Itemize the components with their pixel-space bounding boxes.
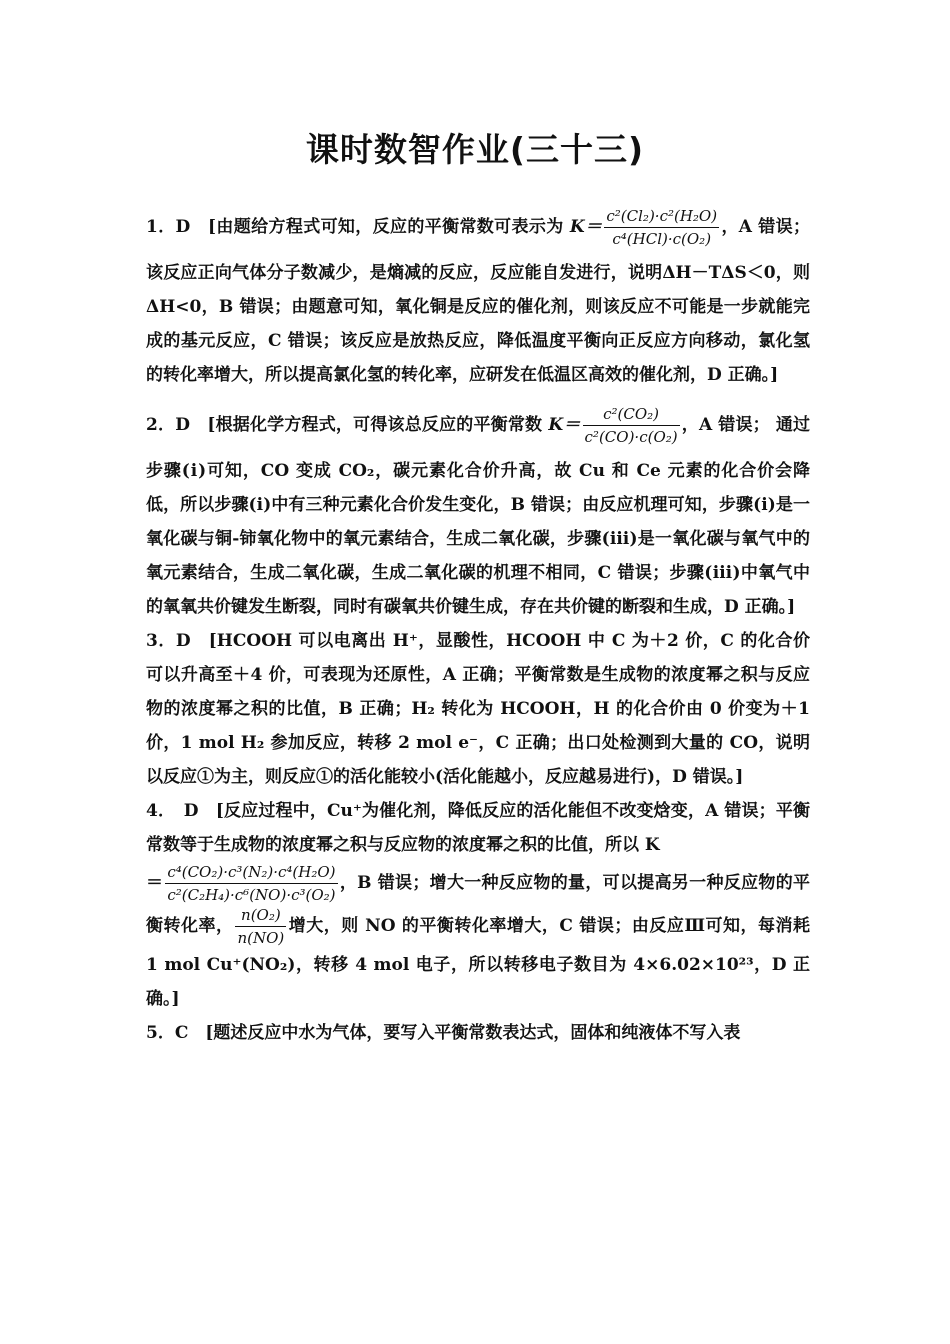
answer-list bbox=[146, 198, 810, 1050]
answer-2-k: K＝ bbox=[548, 415, 581, 435]
answer-2-head: 2．D [根据化学方程式，可得该总反应的平衡常数 bbox=[146, 415, 549, 435]
answer-4-fraction-ratio-denominator: n(NO) bbox=[237, 929, 285, 947]
answer-2-fraction bbox=[583, 404, 680, 447]
answer-4-mid: ，B 错误；增大一种反应物的量，可以提高另一种反应物的平衡转化率， bbox=[146, 873, 810, 936]
answer-2-fraction-denominator: c²(CO)·c(O₂) bbox=[584, 428, 678, 446]
answer-1-fraction-denominator: c⁴(HCl)·c(O₂) bbox=[612, 230, 712, 248]
answer-1-head: 1．D [由题给方程式可知，反应的平衡常数可表示为 bbox=[146, 217, 570, 237]
answer-1-fraction-numerator: c²(Cl₂)·c²(H₂O) bbox=[604, 206, 719, 228]
answer-4-fraction-k-numerator: c⁴(CO₂)·c³(N₂)·c⁴(H₂O) bbox=[165, 862, 337, 884]
answer-2-fraction-numerator: c²(CO₂) bbox=[583, 404, 680, 426]
answer-1-after: ，A bbox=[721, 217, 752, 237]
answer-4-fraction-ratio-numerator: n(O₂) bbox=[235, 905, 286, 927]
answer-4-eq: ＝ bbox=[146, 873, 164, 893]
answer-2 bbox=[146, 396, 810, 624]
answer-5: 5．C [题述反应中水为气体，要写入平衡常数表达式，固体和纯液体不写入表 bbox=[146, 1023, 741, 1043]
answer-4 bbox=[146, 794, 810, 1016]
page-title: 课时数智作业(三十三) bbox=[305, 130, 645, 169]
answer-1-k: K＝ bbox=[569, 217, 603, 237]
answer-4-head: 4． D [反应过程中，Cu⁺为催化剂，降低反应的活化能但不改变焓变，A 错误；平衡常数等于生成物的浓度幂之积与反应物的浓度幂之积的比值，所以 K bbox=[146, 801, 810, 855]
answer-1-fraction bbox=[604, 206, 719, 249]
answer-4-fraction-k-denominator: c²(C₂H₄)·c⁶(NO)·c³(O₂) bbox=[167, 886, 336, 904]
answer-4-tail: 增大，则 NO 的平衡转化率增大，C 错误；由反应Ⅲ可知，每消耗 1 mol Cu⁺(NO₂)，转移 4 mol 电子，所以转移电子数目为 4×6.02×10²³，D 正确。] bbox=[146, 916, 810, 1009]
answer-4-fraction-k bbox=[165, 862, 337, 905]
answer-1-body: 错误；该反应正向气体分子数减少，是熵减的反应，反应能自发进行，说明ΔH－TΔS＜0，则ΔH<0，B 错误；由题意可知，氧化铜是反应的催化剂，则该反应不可能是一步就能完成的基元反应，C 错误；该反应是放热反应，降低温度平衡向正反应方向移动，氯化氢的转化率增大，所以提高氯化氢的转化率，应研发在低温区高效的催化剂，D 正确。] bbox=[146, 217, 810, 385]
answer-3: 3．D [HCOOH 可以电离出 H⁺，显酸性，HCOOH 中 C 为＋2 价，C 的化合价可以升高至＋4 价，可表现为还原性，A 正确；平衡常数是生成物的浓度幂之积与反应物的浓度幂之积的比值，B 正确；H₂ 转化为 HCOOH，H 的化合价由 0 价变为＋1 价，1 mol H₂ 参加反应，转移 2 mol e⁻，C 正确；出口处检测到大量的 CO，说明以反应①为主，则反应①的活化能较小(活化能越小，反应越易进行)，D 错误。] bbox=[146, 631, 810, 787]
answer-1 bbox=[146, 198, 810, 392]
answer-2-after: ，A 错误； bbox=[681, 415, 770, 435]
answer-2-body: 通过步骤(ⅰ)可知，CO 变成 CO₂，碳元素化合价升高，故 Cu 和 Ce 元素的化合价会降低，所以步骤(ⅰ)中有三种元素化合价发生变化，B 错误；由反应机理可知，步骤(ⅰ)是一氧化碳与铜-铈氧化物中的氧元素结合，生成二氧化碳，步骤(ⅲ)是一氧化碳与氧气中的氧元素结合，生成二氧化碳，生成二氧化碳的机理不相同，C 错误；步骤(ⅲ)中氧气中的氧氧共价键发生断裂，同时有碳氧共价键生成，存在共价键的断裂和生成，D 正确。] bbox=[146, 415, 811, 617]
answer-4-fraction-ratio bbox=[235, 905, 286, 948]
